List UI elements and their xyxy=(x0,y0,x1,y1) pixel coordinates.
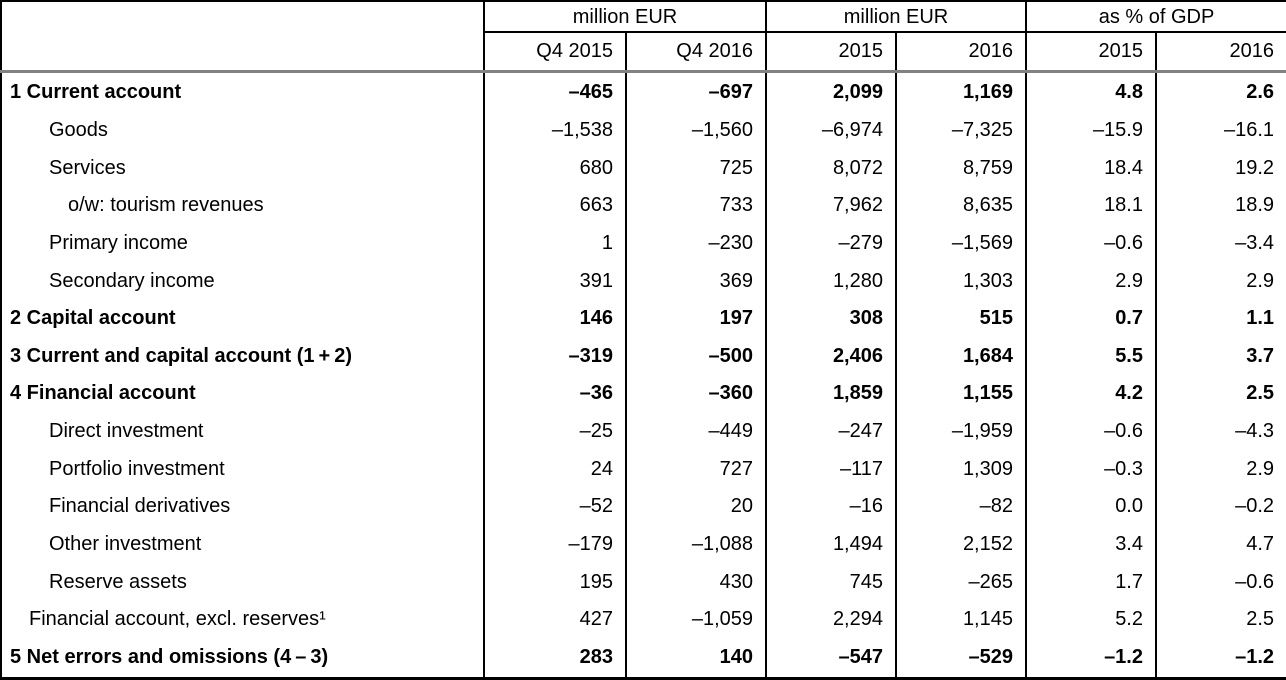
table-body xyxy=(1,71,1286,679)
row-label: Primary income xyxy=(49,232,188,255)
cell-value: –1.2 xyxy=(1156,638,1286,679)
table-row xyxy=(1,187,1286,225)
cell-value: 18.9 xyxy=(1156,187,1286,225)
cell-value: –4.3 xyxy=(1156,412,1286,450)
row-label: Services xyxy=(49,156,126,179)
cell-value: 308 xyxy=(766,299,896,337)
cell-value: 3.4 xyxy=(1026,525,1156,563)
group-header-million-eur-quarterly: million EUR xyxy=(484,1,766,32)
table-row xyxy=(1,412,1286,450)
column-header-2016-eur: 2016 xyxy=(896,32,1026,71)
group-header-pct-of-gdp: as % of GDP xyxy=(1026,1,1286,32)
cell-value: –279 xyxy=(766,224,896,262)
cell-value: 2.9 xyxy=(1156,262,1286,300)
table-row xyxy=(1,71,1286,111)
cell-value: 7,962 xyxy=(766,187,896,225)
cell-value: –0.6 xyxy=(1026,224,1156,262)
cell-value: 283 xyxy=(484,638,626,679)
cell-value: –25 xyxy=(484,412,626,450)
cell-value: 18.1 xyxy=(1026,187,1156,225)
column-header-2015-eur: 2015 xyxy=(766,32,896,71)
cell-value: 18.4 xyxy=(1026,149,1156,187)
cell-value: 24 xyxy=(484,450,626,488)
cell-value: 2,294 xyxy=(766,600,896,638)
cell-value: 8,635 xyxy=(896,187,1026,225)
cell-value: 5.5 xyxy=(1026,337,1156,375)
group-header-million-eur-annual: million EUR xyxy=(766,1,1026,32)
cell-value: 1,280 xyxy=(766,262,896,300)
cell-value: –1,059 xyxy=(626,600,766,638)
cell-value: 369 xyxy=(626,262,766,300)
cell-value: 146 xyxy=(484,299,626,337)
cell-value: –319 xyxy=(484,337,626,375)
cell-value: –0.3 xyxy=(1026,450,1156,488)
column-header-q4-2015: Q4 2015 xyxy=(484,32,626,71)
cell-value: –0.2 xyxy=(1156,488,1286,526)
cell-value: 1,494 xyxy=(766,525,896,563)
cell-value: –247 xyxy=(766,412,896,450)
cell-value: –1,560 xyxy=(626,111,766,149)
cell-value: –529 xyxy=(896,638,1026,679)
cell-value: 20 xyxy=(626,488,766,526)
cell-value: 1 xyxy=(484,224,626,262)
table-row xyxy=(1,600,1286,638)
cell-value: –16 xyxy=(766,488,896,526)
row-label: Other investment xyxy=(49,532,202,555)
corner-cell xyxy=(1,1,484,71)
cell-value: –500 xyxy=(626,337,766,375)
table-row xyxy=(1,299,1286,337)
cell-value: 3.7 xyxy=(1156,337,1286,375)
cell-value: –6,974 xyxy=(766,111,896,149)
cell-value: 140 xyxy=(626,638,766,679)
cell-value: 0.0 xyxy=(1026,488,1156,526)
cell-value: –0.6 xyxy=(1156,563,1286,601)
cell-value: 1.7 xyxy=(1026,563,1156,601)
group-header-row xyxy=(1,1,1286,32)
cell-value: –0.6 xyxy=(1026,412,1156,450)
cell-value: –1,088 xyxy=(626,525,766,563)
table-row xyxy=(1,638,1286,679)
cell-value: –360 xyxy=(626,375,766,413)
cell-value: 4.8 xyxy=(1026,71,1156,111)
row-label: Financial derivatives xyxy=(49,495,231,518)
cell-value: –697 xyxy=(626,71,766,111)
row-label: 3 Current and capital account (1 + 2) xyxy=(10,344,352,367)
cell-value: 2.9 xyxy=(1026,262,1156,300)
table-row xyxy=(1,563,1286,601)
cell-value: 2,406 xyxy=(766,337,896,375)
cell-value: 727 xyxy=(626,450,766,488)
table-row xyxy=(1,111,1286,149)
table-row xyxy=(1,337,1286,375)
cell-value: 197 xyxy=(626,299,766,337)
cell-value: –15.9 xyxy=(1026,111,1156,149)
row-label: Portfolio investment xyxy=(49,457,225,480)
table-row xyxy=(1,224,1286,262)
cell-value: –547 xyxy=(766,638,896,679)
cell-value: –449 xyxy=(626,412,766,450)
cell-value: –117 xyxy=(766,450,896,488)
cell-value: 391 xyxy=(484,262,626,300)
cell-value: 2.9 xyxy=(1156,450,1286,488)
cell-value: 2.5 xyxy=(1156,600,1286,638)
cell-value: 1,684 xyxy=(896,337,1026,375)
row-label: Financial account, excl. reserves¹ xyxy=(29,608,326,631)
column-header-2016-pct: 2016 xyxy=(1156,32,1286,71)
cell-value: –1,959 xyxy=(896,412,1026,450)
cell-value: –36 xyxy=(484,375,626,413)
row-label: 1 Current account xyxy=(10,80,182,103)
table-row xyxy=(1,262,1286,300)
cell-value: 1,169 xyxy=(896,71,1026,111)
cell-value: –52 xyxy=(484,488,626,526)
cell-value: 2,099 xyxy=(766,71,896,111)
row-label: 4 Financial account xyxy=(10,382,196,405)
cell-value: 427 xyxy=(484,600,626,638)
cell-value: 4.7 xyxy=(1156,525,1286,563)
cell-value: 8,072 xyxy=(766,149,896,187)
cell-value: 680 xyxy=(484,149,626,187)
row-label: Reserve assets xyxy=(49,570,187,593)
cell-value: –230 xyxy=(626,224,766,262)
row-label: Direct investment xyxy=(49,420,204,443)
row-label: Secondary income xyxy=(49,269,215,292)
cell-value: –82 xyxy=(896,488,1026,526)
cell-value: –179 xyxy=(484,525,626,563)
cell-value: 725 xyxy=(626,149,766,187)
row-label: o/w: tourism revenues xyxy=(68,194,264,217)
cell-value: 663 xyxy=(484,187,626,225)
column-header-2015-pct: 2015 xyxy=(1026,32,1156,71)
cell-value: –1,538 xyxy=(484,111,626,149)
cell-value: 19.2 xyxy=(1156,149,1286,187)
cell-value: 5.2 xyxy=(1026,600,1156,638)
cell-value: 1,155 xyxy=(896,375,1026,413)
table-row xyxy=(1,375,1286,413)
row-label: Goods xyxy=(49,119,108,142)
table-row xyxy=(1,149,1286,187)
column-header-q4-2016: Q4 2016 xyxy=(626,32,766,71)
cell-value: 1,145 xyxy=(896,600,1026,638)
cell-value: –1.2 xyxy=(1026,638,1156,679)
cell-value: 1.1 xyxy=(1156,299,1286,337)
cell-value: 430 xyxy=(626,563,766,601)
cell-value: –1,569 xyxy=(896,224,1026,262)
cell-value: 2,152 xyxy=(896,525,1026,563)
cell-value: 0.7 xyxy=(1026,299,1156,337)
row-label: 2 Capital account xyxy=(10,307,176,330)
table-row xyxy=(1,525,1286,563)
row-label: 5 Net errors and omissions (4 – 3) xyxy=(10,646,329,669)
cell-value: –16.1 xyxy=(1156,111,1286,149)
table-row xyxy=(1,450,1286,488)
cell-value: 1,309 xyxy=(896,450,1026,488)
cell-value: 1,859 xyxy=(766,375,896,413)
cell-value: 195 xyxy=(484,563,626,601)
cell-value: 1,303 xyxy=(896,262,1026,300)
cell-value: 515 xyxy=(896,299,1026,337)
table-row xyxy=(1,488,1286,526)
cell-value: 733 xyxy=(626,187,766,225)
cell-value: 2.6 xyxy=(1156,71,1286,111)
cell-value: –7,325 xyxy=(896,111,1026,149)
cell-value: 4.2 xyxy=(1026,375,1156,413)
cell-value: 745 xyxy=(766,563,896,601)
cell-value: –265 xyxy=(896,563,1026,601)
cell-value: 2.5 xyxy=(1156,375,1286,413)
cell-value: 8,759 xyxy=(896,149,1026,187)
cell-value: –3.4 xyxy=(1156,224,1286,262)
cell-value: –465 xyxy=(484,71,626,111)
